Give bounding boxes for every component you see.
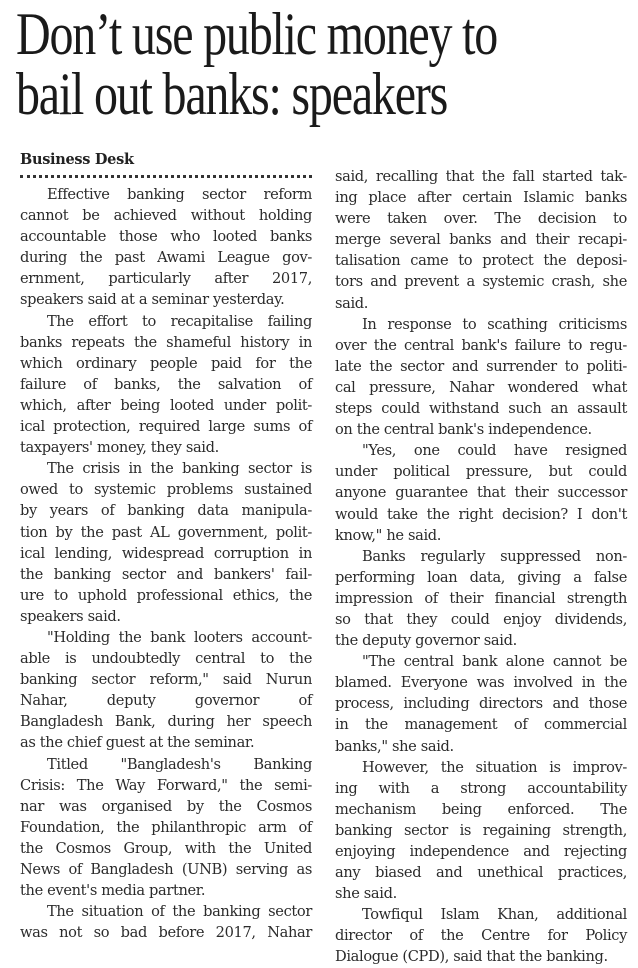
text-line: merge several banks and their recapi- [335, 231, 627, 249]
paragraph [335, 166, 627, 314]
text-line: ing place after certain Islamic banks [335, 189, 627, 207]
text-line: ical lending, widespread corruption in [20, 544, 312, 562]
text-line: in the management of commercial [335, 716, 627, 734]
text-line: was not so bad before 2017, Nahar [20, 924, 312, 942]
text-line: "Yes, one could have resigned [362, 442, 627, 460]
text-line: Effective banking sector reform [47, 186, 312, 203]
text-line: Foundation, the philanthropic arm of [20, 818, 312, 836]
paragraph [335, 904, 627, 967]
text-line: would take the right decision? I don't [335, 505, 627, 523]
text-line: director of the Centre for Policy [335, 927, 627, 945]
text-line: "The central bank alone cannot be [362, 653, 627, 671]
paragraph [20, 754, 312, 902]
paragraph [335, 314, 627, 441]
text-line: enjoying independence and rejecting [335, 843, 627, 860]
headline-line-1: Don’t use public money to [16, 1, 498, 67]
text-line: she said. [335, 885, 397, 903]
paragraph [20, 458, 312, 627]
text-line: process, including directors and those [335, 695, 627, 713]
text-line: "Holding the bank looters account- [47, 628, 312, 646]
text-line: banking sector is regaining strength, [335, 821, 627, 839]
text-line: ing with a strong accountability [335, 779, 627, 797]
text-line: able is undoubtedly central to the [20, 650, 312, 668]
text-line: The crisis in the banking sector is [47, 460, 312, 478]
text-line: In response to scathing criticisms [362, 315, 627, 333]
text-line: The effort to recapitalise failing [47, 312, 312, 330]
paragraph [20, 184, 312, 311]
paragraph [335, 546, 627, 651]
text-line: nar was organised by the Cosmos [20, 797, 312, 815]
text-line: ernment, particularly after 2017, [20, 270, 312, 288]
headline [16, 1, 512, 127]
text-line: the event's media partner. [20, 882, 206, 900]
text-line: mechanism being enforced. The [335, 800, 627, 818]
paragraph [335, 651, 627, 756]
text-line: accountable those who looted banks [20, 228, 312, 246]
text-line: speakers said at a seminar yesterday. [20, 291, 285, 309]
text-line: during the past Awami League gov- [20, 249, 312, 267]
text-line: tors and prevent a systemic crash, she [335, 273, 627, 291]
paragraph [20, 311, 312, 459]
text-line: News of Bangladesh (UNB) serving as [20, 861, 312, 878]
text-line: over the central bank's failure to regu- [335, 336, 627, 354]
text-line: so that they could enjoy dividends, [335, 610, 627, 628]
text-line: Towfiqul Islam Khan, additional [362, 906, 627, 924]
text-line: the Cosmos Group, with the United [20, 839, 312, 857]
text-line: steps could withstand such an assault [335, 400, 627, 418]
text-line: the banking sector and bankers' fail- [20, 565, 312, 583]
text-line: which ordinary people paid for the [20, 354, 312, 372]
text-line: banks repeats the shameful history in [20, 333, 312, 351]
text-line: ical protection, required large sums of [20, 418, 312, 436]
text-line: banking sector reform," said Nurun [20, 671, 312, 689]
text-line: by years of banking data manipula- [20, 502, 312, 520]
text-line: Dialogue (CPD), said that the banking. [335, 948, 608, 966]
headline-line-2: bail out banks: speakers [16, 61, 448, 127]
text-line: impression of their financial strength [335, 589, 627, 607]
text-line: were taken over. The decision to [335, 210, 627, 228]
text-line: taxpayers' money, they said. [20, 439, 219, 457]
text-line: which, after being looted under polit- [20, 396, 312, 414]
text-line: banks," she said. [335, 737, 454, 755]
text-line: speakers said. [20, 607, 121, 625]
text-line: said, recalling that the fall started tak- [335, 168, 627, 185]
text-line: tion by the past AL government, polit- [20, 523, 312, 541]
paragraph [20, 627, 312, 754]
right-column-body [335, 166, 627, 968]
article-column-right [335, 166, 627, 968]
text-line: failure of banks, the salvation of [20, 375, 312, 393]
text-line: cal pressure, Nahar wondered what [335, 378, 627, 396]
paragraph [20, 901, 312, 943]
text-line: late the sector and surrender to politi- [335, 357, 627, 375]
text-line: Banks regularly suppressed non- [362, 547, 627, 565]
text-line: under political pressure, but could [335, 463, 627, 481]
text-line: on the central bank's independence. [335, 421, 592, 439]
paragraph [335, 757, 627, 905]
text-line: talisation came to protect the deposi- [335, 252, 627, 270]
paragraph [335, 440, 627, 545]
text-line: anyone guarantee that their successor [335, 484, 627, 502]
text-line: performing loan data, giving a false [335, 568, 627, 586]
text-line: Crisis: The Way Forward," the semi- [20, 776, 312, 794]
text-line: cannot be achieved without holding [20, 207, 312, 225]
text-line: as the chief guest at the seminar. [20, 734, 255, 752]
article-column-left [20, 150, 312, 943]
left-column-body [20, 184, 312, 943]
text-line: Nahar, deputy governor of [20, 692, 312, 710]
text-line: owed to systemic problems sustained [20, 481, 312, 499]
text-line: Titled "Bangladesh's Banking [47, 755, 312, 773]
text-line: The situation of the banking sector [47, 903, 312, 921]
byline-dotted-divider [20, 171, 312, 178]
byline: Business Desk [20, 151, 134, 168]
text-line: ure to uphold professional ethics, the [20, 586, 312, 604]
text-line: blamed. Everyone was involved in the [335, 674, 627, 692]
text-line: the deputy governor said. [335, 632, 517, 650]
text-line: Bangladesh Bank, during her speech [20, 713, 312, 731]
text-line: However, the situation is improv- [362, 758, 627, 776]
text-line: said. [335, 294, 369, 312]
text-line: know," he said. [335, 526, 442, 544]
text-line: any biased and unethical practices, [335, 864, 627, 882]
